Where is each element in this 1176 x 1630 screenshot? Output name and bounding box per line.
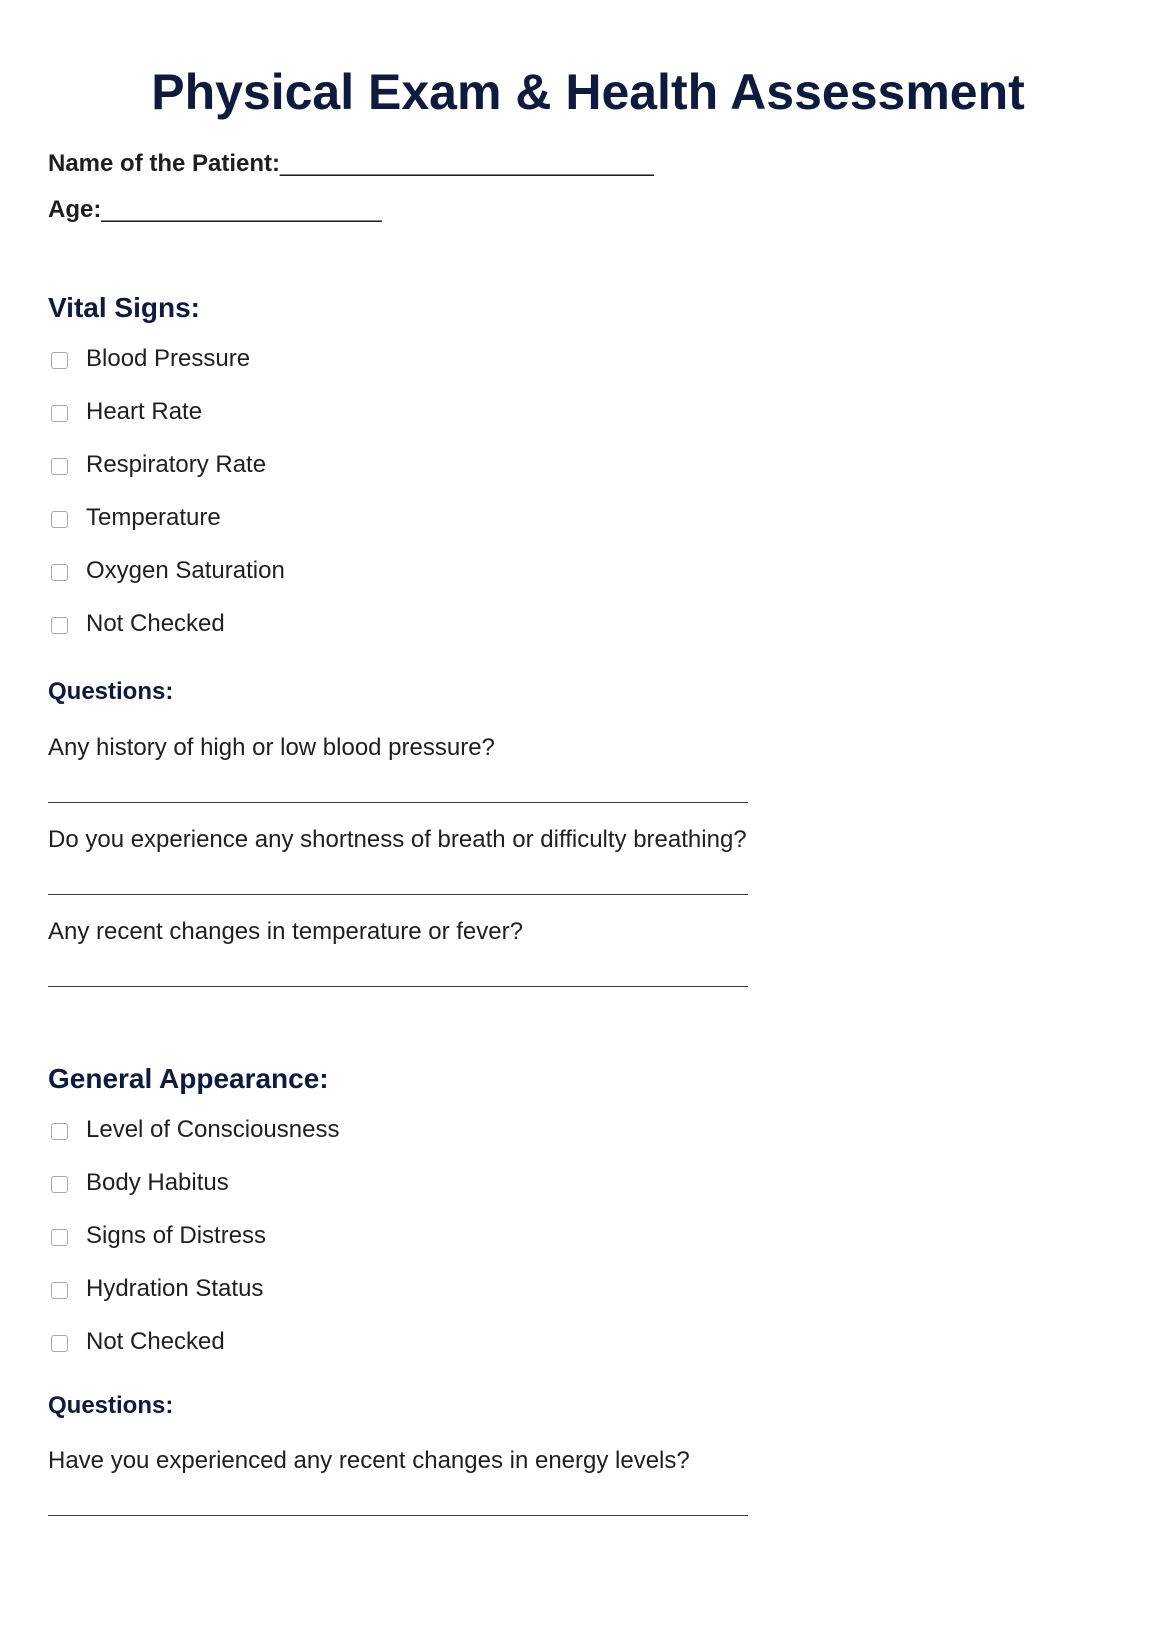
checklist-item[interactable] bbox=[48, 397, 285, 450]
checklist-item[interactable] bbox=[48, 1221, 339, 1274]
checklist-item-label: Not Checked bbox=[86, 1328, 225, 1355]
checkbox[interactable] bbox=[51, 564, 68, 581]
checklist-item[interactable] bbox=[48, 1115, 339, 1168]
checkbox[interactable] bbox=[51, 1123, 68, 1140]
checkbox[interactable] bbox=[51, 1335, 68, 1352]
general-appearance-checklist bbox=[48, 1115, 339, 1380]
checklist-item[interactable] bbox=[48, 609, 285, 662]
checklist-item-label: Signs of Distress bbox=[86, 1222, 267, 1249]
questions-heading-vital-signs: Questions: bbox=[48, 678, 174, 705]
checklist-item-label: Temperature bbox=[86, 504, 221, 531]
checkbox[interactable] bbox=[51, 511, 68, 528]
section-heading-general-appearance: General Appearance: bbox=[48, 1063, 329, 1094]
answer-line[interactable] bbox=[48, 894, 748, 895]
patient-name-label: Name of the Patient: bbox=[48, 150, 281, 177]
patient-age-field[interactable] bbox=[48, 196, 382, 224]
question-text: Do you experience any shortness of breath or difficulty breathing? bbox=[48, 826, 747, 853]
checklist-item[interactable] bbox=[48, 344, 285, 397]
checklist-item-label: Heart Rate bbox=[86, 398, 203, 425]
checklist-item-label: Blood Pressure bbox=[86, 345, 251, 372]
checklist-item[interactable] bbox=[48, 1168, 339, 1221]
checklist-item[interactable] bbox=[48, 1274, 339, 1327]
checklist-item-label: Not Checked bbox=[86, 610, 225, 637]
checklist-item[interactable] bbox=[48, 450, 285, 503]
checklist-item[interactable] bbox=[48, 1327, 339, 1380]
checkbox[interactable] bbox=[51, 1282, 68, 1299]
checklist-item-label: Hydration Status bbox=[86, 1275, 264, 1302]
checklist-item-label: Respiratory Rate bbox=[86, 451, 267, 478]
question-text: Any recent changes in temperature or fever? bbox=[48, 918, 523, 945]
checklist-item[interactable] bbox=[48, 503, 285, 556]
checkbox[interactable] bbox=[51, 458, 68, 475]
patient-name-blank[interactable]: ____________________________ bbox=[280, 150, 654, 177]
answer-line[interactable] bbox=[48, 986, 748, 987]
vital-signs-checklist bbox=[48, 344, 285, 662]
answer-line[interactable] bbox=[48, 1515, 748, 1516]
answer-line[interactable] bbox=[48, 802, 748, 803]
checklist-item-label: Body Habitus bbox=[86, 1169, 229, 1196]
checklist-item-label: Oxygen Saturation bbox=[86, 557, 285, 584]
page-title: Physical Exam & Health Assessment bbox=[151, 64, 1025, 120]
checkbox[interactable] bbox=[51, 352, 68, 369]
checklist-item[interactable] bbox=[48, 556, 285, 609]
checkbox[interactable] bbox=[51, 617, 68, 634]
question-text: Have you experienced any recent changes in energy levels? bbox=[48, 1447, 690, 1474]
question-text: Any history of high or low blood pressure? bbox=[48, 734, 495, 761]
checkbox[interactable] bbox=[51, 1229, 68, 1246]
checklist-item-label: Level of Consciousness bbox=[86, 1116, 340, 1143]
checkbox[interactable] bbox=[51, 405, 68, 422]
patient-age-blank[interactable]: _____________________ bbox=[101, 196, 382, 223]
checkbox[interactable] bbox=[51, 1176, 68, 1193]
questions-heading-general-appearance: Questions: bbox=[48, 1392, 174, 1419]
patient-age-label: Age: bbox=[48, 196, 102, 223]
patient-name-field[interactable] bbox=[48, 150, 654, 178]
section-heading-vital-signs: Vital Signs: bbox=[48, 292, 200, 323]
